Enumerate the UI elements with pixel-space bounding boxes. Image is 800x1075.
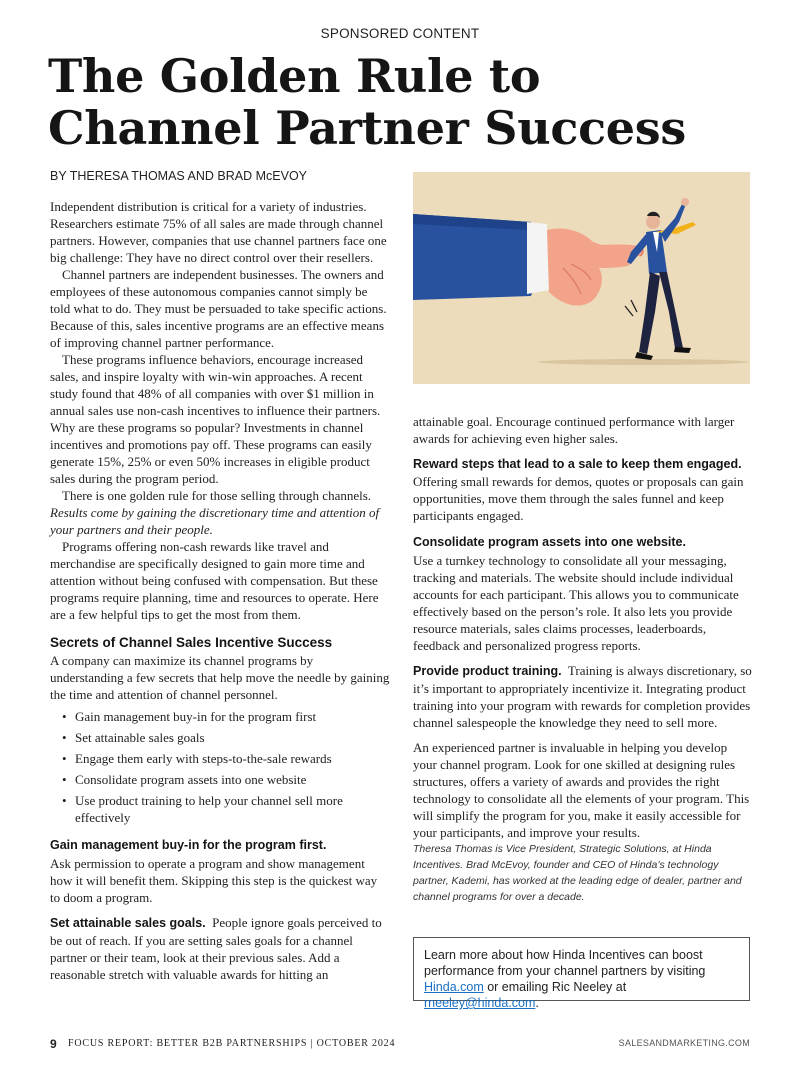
consolidate-heading: Consolidate program assets into one website.: [413, 535, 686, 549]
intro-paragraph: Independent distribution is critical for a variety of industries. Researchers estimate 75% of all sales are made through channel partners. However, companies that use channel partners face one big challenge: They have no direct control over their resellers.: [50, 199, 387, 265]
hinda-link[interactable]: Hinda.com: [424, 980, 484, 994]
sponsored-kicker: SPONSORED CONTENT: [320, 26, 480, 41]
buyin-paragraph: Ask permission to operate a program and show management how it will benefit them. Skipping this step is the quickest way to doom a program.: [50, 856, 378, 905]
article-illustration: [413, 172, 750, 384]
golden-rule-text: There is one golden rule for those selling through channels.: [62, 488, 372, 503]
tips-list: [50, 708, 390, 826]
headline-line-1: The Golden Rule to: [48, 49, 541, 103]
training-paragraph: [413, 662, 753, 731]
list-item: • Engage them early with steps-to-the-sale rewards: [50, 750, 390, 767]
goals-paragraph: [50, 914, 390, 983]
cta-text-2: or emailing Ric Neeley at: [483, 980, 627, 994]
author-bio: Theresa Thomas is Vice President, Strategic Solutions, at Hinda Incentives. Brad McEvoy, founder and CEO of Hinda’s technology partner, Kademi, has worked at the leading edge of dealer, partner and channel programs for over a decade.: [413, 843, 742, 903]
reward-text: Offering small rewards for demos, quotes or proposals can gain opportunities, move them through the sales funnel and keep participants engaged.: [413, 474, 744, 523]
list-item: • Consolidate program assets into one website: [50, 771, 390, 788]
cta-text-3: .: [535, 996, 539, 1010]
cta-text-1: Learn more about how Hinda Incentives can boost performance from your channel partners by visiting: [424, 948, 706, 978]
secrets-intro: A company can maximize its channel programs by understanding a few secrets that help move the needle by gaining the time and attention of channel personnel.: [50, 653, 390, 702]
report-title: FOCUS REPORT: BETTER B2B PARTNERSHIPS | OCTOBER 2024: [68, 1038, 396, 1049]
body-paragraph-2: Channel partners are independent businesses. The owners and employees of these autonomous companies cannot simply be told what to do. They must be persuaded to take specific actions. Because of this, sales incentive programs are an effective means of improving channel partner performance.: [50, 267, 387, 350]
list-item: • Use product training to help your channel sell more effectively: [50, 792, 390, 826]
page-footer: [50, 1038, 750, 1052]
email-link[interactable]: rneeley@hinda.com: [424, 996, 536, 1010]
golden-rule-emphasis: Results come by gaining the discretionary time and attention of your partners and their people.: [50, 505, 380, 537]
goals-continued: attainable goal. Encourage continued performance with larger awards for achieving even higher sales.: [413, 414, 735, 446]
headline-line-2: Channel Partner Success: [48, 101, 686, 155]
consolidate-paragraph: Use a turnkey technology to consolidate all your messaging, tracking and materials. The website should include individual accounts for each participant. This allows you to communicate effectively based on the person’s role. It also lets you provide resource materials, sales claims processes, leaderboards, feedback and personalized progress reports.: [413, 553, 739, 653]
list-item: • Gain management buy-in for the program first: [50, 708, 390, 725]
secrets-heading: Secrets of Channel Sales Incentive Success: [50, 635, 333, 650]
site-name: SALESANDMARKETING.COM: [618, 1038, 750, 1048]
body-paragraph-5: Programs offering non-cash rewards like travel and merchandise are specifically designed to gain more time and attention without being confused with compensation. But these programs require planning, time and resources to operate. Here are a few helpful tips to get the most from them.: [50, 539, 379, 622]
reward-paragraph: [413, 455, 753, 524]
left-column: [50, 198, 390, 983]
training-text: Training is always discretionary, so it’s important to appropriately incentivize it. Integrating product training into your program with rewards for completion provides channel salespeople the knowledge they need to sell more.: [413, 663, 752, 730]
list-item: • Set attainable sales goals: [50, 729, 390, 746]
closing-paragraph: An experienced partner is invaluable in helping you develop your channel program. Look for one skilled at designing rules structures, offers a variety of awards and provides the right technology to consolidate all the elements of your program. This will simplify the program for you, make it easily accessible for your participants, and improve your results.: [413, 740, 750, 840]
golden-rule-paragraph: [50, 487, 390, 538]
training-lead: Provide product training.: [413, 664, 562, 678]
article-headline: [48, 50, 768, 154]
goals-lead: Set attainable sales goals.: [50, 916, 206, 930]
body-paragraph-3: These programs influence behaviors, encourage increased sales, and inspire loyalty with win-win approaches. A recent study found that 48% of all companies with over $1 million in annual sales use non-cash incentives to influence their partners. Why are these programs so popular? Investments in channel incentives and promotions pay off. These programs can easily generate 15%, 25% or even 50% increases in eligible product sales during the program period.: [50, 352, 381, 486]
byline: BY THERESA THOMAS AND BRAD McEVOY: [50, 169, 308, 183]
buyin-heading: Gain management buy-in for the program first.: [50, 838, 327, 852]
goals-text: People ignore goals perceived to be out of reach. If you are setting sales goals for a channel partner or their team, look at their previous sales. Add a reasonable stretch with valuable awards for hitting an: [50, 915, 382, 982]
page-number: 9: [50, 1037, 57, 1051]
right-column: [413, 413, 753, 905]
reward-lead: Reward steps that lead to a sale to keep them engaged.: [413, 457, 742, 471]
cta-box: [413, 937, 750, 1010]
pointing-hand-illustration: [413, 172, 750, 384]
